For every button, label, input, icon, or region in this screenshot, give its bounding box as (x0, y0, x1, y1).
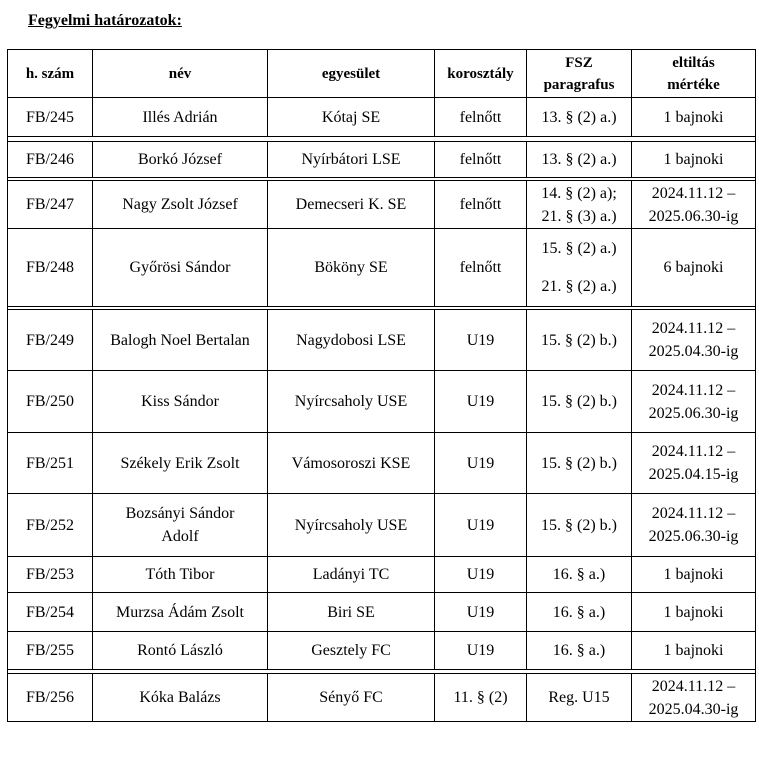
cell-text: 13. § (2) a.) (541, 151, 617, 168)
cell-name (93, 142, 268, 178)
cell-text: FB/255 (25, 642, 74, 659)
header-name (93, 50, 268, 98)
header-age-group (435, 50, 527, 98)
cell-text: Vámosoroszi KSE (291, 454, 411, 472)
cell-number (8, 229, 93, 307)
cell-text: FB/249 (25, 331, 74, 349)
cell-text: Nyírcsaholy USE (294, 393, 408, 410)
cell-paragraph (527, 674, 632, 722)
cell-penalty (632, 142, 756, 178)
cell-penalty (632, 98, 756, 137)
cell-club (268, 433, 435, 494)
cell-penalty (632, 557, 756, 593)
cell-text: felnőtt (459, 108, 502, 126)
header-text: mértéke (667, 76, 720, 93)
cell-text: 2024.11.12 – (651, 677, 736, 695)
cell-text: 2025.04.30-ig (648, 700, 739, 718)
cell-number (8, 494, 93, 557)
cell-text: FB/252 (25, 516, 74, 534)
cell-text: FB/245 (25, 108, 74, 126)
cell-text: 16. § a.) (552, 603, 606, 621)
cell-text: 2024.11.12 – (651, 320, 736, 337)
cell-name (93, 433, 268, 494)
cell-name (93, 593, 268, 632)
cell-age-group (435, 494, 527, 557)
table-row (8, 371, 756, 433)
cell-text: FB/248 (25, 259, 74, 276)
cell-text: Ladányi TC (312, 566, 390, 583)
cell-penalty (632, 310, 756, 371)
cell-text: 2025.04.15-ig (648, 466, 739, 483)
cell-penalty (632, 371, 756, 433)
cell-age-group (435, 310, 527, 371)
cell-club (268, 371, 435, 433)
cell-text: 16. § a.) (552, 642, 606, 659)
cell-text: Kiss Sándor (141, 393, 219, 410)
cell-name (93, 674, 268, 722)
table-row (8, 142, 756, 178)
cell-number (8, 632, 93, 670)
cell-paragraph (527, 98, 632, 137)
cell-text: FB/256 (25, 689, 74, 706)
cell-text: Illés Adrián (142, 108, 218, 126)
cell-age-group (435, 98, 527, 137)
cell-text: 15. § (2) b.) (541, 331, 617, 349)
cell-text: Biri SE (327, 603, 375, 621)
disciplinary-table (7, 49, 756, 722)
cell-text: Nagy Zsolt József (122, 196, 238, 213)
header-text: paragrafus (543, 76, 615, 93)
cell-text: Rontó László (137, 642, 223, 659)
cell-penalty (632, 674, 756, 722)
cell-text: 2024.11.12 – (651, 184, 736, 202)
cell-club (268, 142, 435, 178)
header-text: eltiltás (672, 54, 715, 71)
page-title: Fegyelmi határozatok: (28, 12, 182, 29)
cell-text: Demecseri K. SE (295, 196, 407, 213)
header-text: egyesület (321, 65, 381, 82)
cell-number (8, 674, 93, 722)
cell-text: Reg. U15 (548, 689, 610, 706)
cell-text: FB/250 (25, 393, 74, 410)
cell-number (8, 98, 93, 137)
cell-paragraph (527, 632, 632, 670)
header-number (8, 50, 93, 98)
cell-text: Tóth Tibor (145, 566, 215, 583)
cell-number (8, 310, 93, 371)
cell-penalty (632, 229, 756, 307)
table-row (8, 632, 756, 670)
cell-penalty (632, 181, 756, 229)
header-text: korosztály (447, 65, 514, 82)
cell-text: Kóka Balázs (139, 689, 221, 706)
cell-text: 2024.11.12 – (651, 505, 736, 522)
cell-number (8, 557, 93, 593)
cell-text: 2025.06.30-ig (648, 404, 739, 422)
cell-text: 15. § (2) b.) (541, 454, 617, 472)
cell-club (268, 181, 435, 229)
table-row (8, 494, 756, 557)
cell-age-group (435, 371, 527, 433)
cell-text: Székely Erik Zsolt (120, 454, 240, 472)
cell-club (268, 229, 435, 307)
cell-text: Bököny SE (314, 259, 388, 276)
cell-age-group (435, 593, 527, 632)
cell-text: 2025.06.30-ig (648, 528, 739, 545)
cell-club (268, 98, 435, 137)
table-row (8, 229, 756, 307)
cell-text: U19 (466, 393, 495, 410)
cell-text: 2025.04.30-ig (648, 343, 739, 360)
cell-text: Adolf (161, 528, 199, 545)
cell-text: U19 (466, 603, 495, 621)
cell-text: 15. § (2) a.) (541, 240, 617, 257)
table-row (8, 181, 756, 229)
cell-text: 21. § (2) a.) (541, 278, 617, 295)
cell-age-group (435, 181, 527, 229)
cell-paragraph (527, 142, 632, 178)
cell-number (8, 593, 93, 632)
cell-age-group (435, 433, 527, 494)
table-row (8, 557, 756, 593)
cell-text: FB/254 (25, 603, 74, 621)
cell-name (93, 98, 268, 137)
cell-penalty (632, 433, 756, 494)
cell-text: Győrösi Sándor (129, 259, 231, 276)
cell-age-group (435, 557, 527, 593)
cell-text: 21. § (3) a.) (541, 207, 617, 225)
cell-text: 15. § (2) b.) (541, 393, 617, 410)
cell-text: 1 bajnoki (663, 642, 724, 659)
cell-text: Bozsányi Sándor (125, 505, 235, 522)
cell-age-group (435, 142, 527, 178)
table-row (8, 674, 756, 722)
cell-text: 16. § a.) (552, 566, 606, 583)
cell-paragraph (527, 181, 632, 229)
cell-text: felnőtt (459, 259, 502, 276)
cell-text: 1 bajnoki (663, 108, 724, 126)
cell-text: FB/253 (25, 566, 74, 583)
cell-text: Gesztely FC (311, 642, 391, 659)
header-text: h. szám (25, 65, 75, 82)
cell-text: 1 bajnoki (663, 151, 724, 168)
cell-text: U19 (466, 566, 495, 583)
cell-text: felnőtt (459, 151, 502, 168)
cell-text: 11. § (2) (453, 689, 508, 706)
cell-name (93, 494, 268, 557)
cell-text: 2024.11.12 – (651, 381, 736, 399)
table-row (8, 593, 756, 632)
cell-name (93, 371, 268, 433)
cell-text: felnőtt (459, 196, 502, 213)
cell-text: U19 (466, 331, 495, 349)
cell-number (8, 142, 93, 178)
cell-age-group (435, 674, 527, 722)
cell-text: 1 bajnoki (663, 566, 724, 583)
cell-paragraph (527, 229, 632, 307)
cell-age-group (435, 632, 527, 670)
cell-text: Balogh Noel Bertalan (110, 331, 250, 349)
cell-text: Nyírcsaholy USE (294, 516, 408, 534)
cell-text: U19 (466, 454, 495, 472)
cell-paragraph (527, 310, 632, 371)
cell-paragraph (527, 433, 632, 494)
cell-name (93, 181, 268, 229)
cell-club (268, 494, 435, 557)
table-header-row (8, 50, 756, 98)
cell-club (268, 593, 435, 632)
cell-club (268, 310, 435, 371)
cell-name (93, 632, 268, 670)
cell-text: Sényő FC (319, 689, 383, 706)
cell-penalty (632, 494, 756, 557)
cell-age-group (435, 229, 527, 307)
cell-paragraph (527, 494, 632, 557)
cell-text: U19 (466, 642, 495, 659)
table-row (8, 433, 756, 494)
cell-text: Kótaj SE (321, 108, 381, 126)
cell-name (93, 229, 268, 307)
cell-club (268, 632, 435, 670)
cell-text: 15. § (2) b.) (541, 516, 617, 534)
header-penalty (632, 50, 756, 98)
table-row (8, 310, 756, 371)
cell-paragraph (527, 557, 632, 593)
cell-text: 2025.06.30-ig (648, 207, 739, 225)
header-paragraph (527, 50, 632, 98)
cell-name (93, 557, 268, 593)
cell-number (8, 371, 93, 433)
cell-number (8, 181, 93, 229)
cell-text: FB/247 (25, 196, 74, 213)
header-text: FSZ (565, 54, 593, 71)
cell-penalty (632, 632, 756, 670)
table-row (8, 98, 756, 137)
cell-text: Borkó József (138, 151, 222, 168)
header-text: név (168, 65, 192, 82)
cell-text: FB/251 (25, 454, 74, 472)
cell-text: 6 bajnoki (663, 259, 724, 276)
cell-text: FB/246 (25, 151, 74, 168)
cell-text: 13. § (2) a.) (541, 108, 617, 126)
cell-penalty (632, 593, 756, 632)
cell-club (268, 557, 435, 593)
table-body (8, 98, 756, 722)
cell-text: 1 bajnoki (663, 603, 724, 621)
cell-name (93, 310, 268, 371)
cell-text: 2024.11.12 – (651, 443, 736, 460)
cell-text: U19 (466, 516, 495, 534)
header-club (268, 50, 435, 98)
cell-paragraph (527, 371, 632, 433)
cell-text: Murzsa Ádám Zsolt (116, 603, 244, 621)
cell-text: Nagydobosi LSE (296, 331, 406, 349)
cell-text: 14. § (2) a); (541, 184, 617, 202)
cell-club (268, 674, 435, 722)
cell-number (8, 433, 93, 494)
cell-text: Nyírbátori LSE (301, 151, 401, 168)
cell-paragraph (527, 593, 632, 632)
